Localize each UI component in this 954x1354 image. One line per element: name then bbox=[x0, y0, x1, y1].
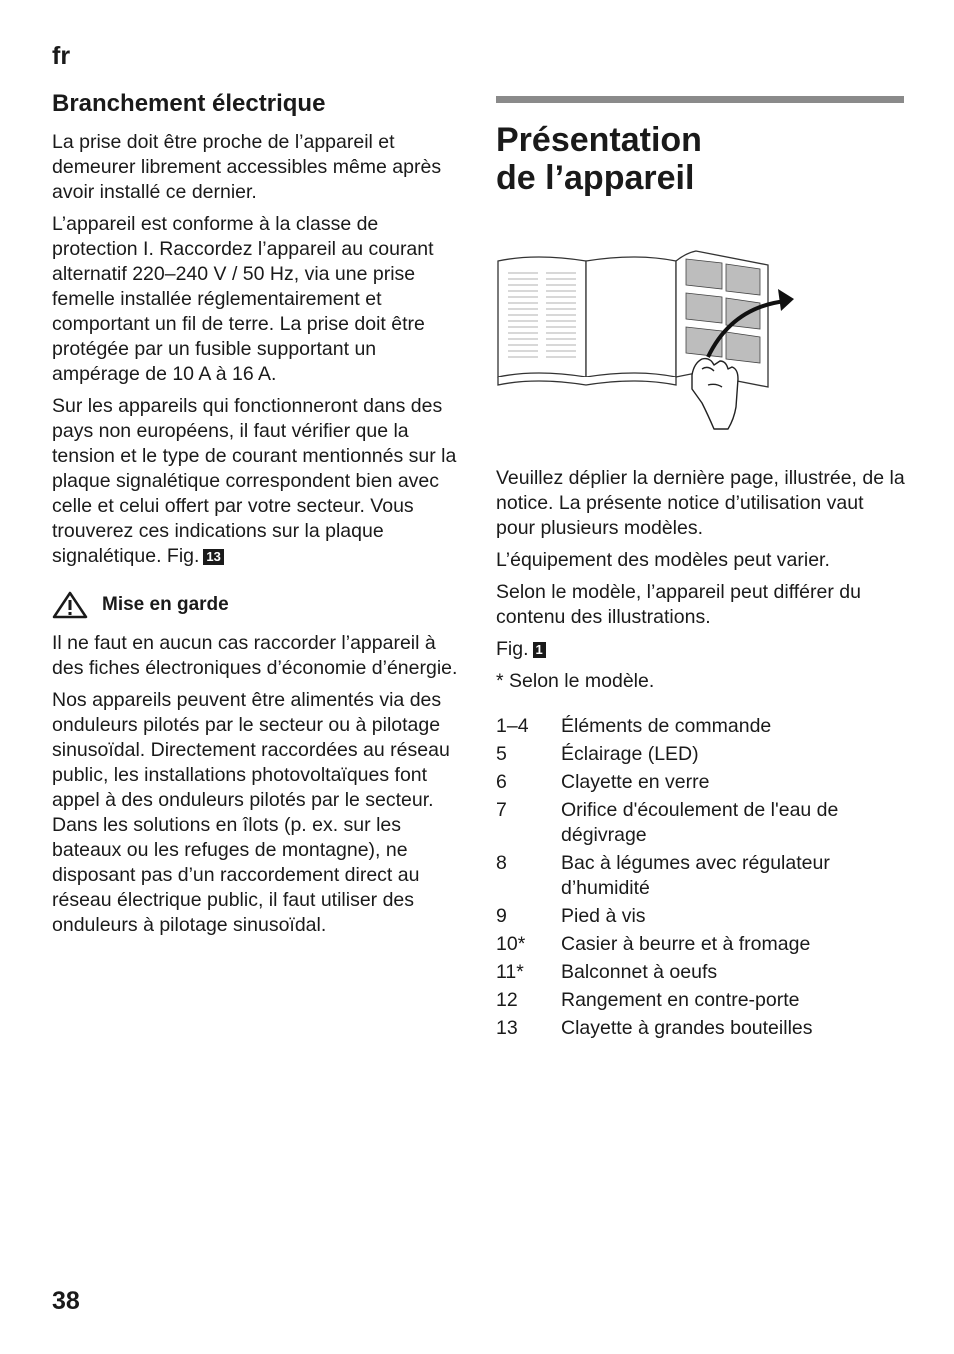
legend-item bbox=[496, 1016, 906, 1041]
legend-number: 12 bbox=[496, 989, 518, 1011]
figure-line bbox=[496, 637, 906, 662]
legend-list bbox=[496, 714, 906, 1041]
figure-reference: 13 bbox=[203, 549, 223, 565]
unfold-page-illustration bbox=[496, 239, 798, 433]
legend-label: Rangement en contre-porte bbox=[561, 989, 800, 1011]
figure-reference: 1 bbox=[533, 642, 546, 658]
legend-number: 8 bbox=[496, 852, 507, 874]
legend-number: 6 bbox=[496, 771, 507, 793]
warning-title: Mise en garde bbox=[102, 594, 229, 615]
legend-item bbox=[496, 798, 906, 848]
paragraph: La prise doit être proche de l’appareil et demeurer librement accessibles même après avoir installé ce dernier. bbox=[52, 131, 442, 203]
intro-text bbox=[496, 466, 906, 694]
legend-number: 7 bbox=[496, 799, 507, 821]
model-note: * Selon le modèle. bbox=[496, 670, 655, 692]
warning-paragraph: Nos appareils peuvent être alimentés via des onduleurs pilotés par le secteur ou à pilotage sinusoïdal. Directement raccordées au réseau public, les installations photovoltaïques font appel à des onduleurs pilotés par le secteur. Dans les solutions en îlots (p. ex. sur les bateaux ou les refuges de montagne), ne disposant pas d’un raccordement direct au réseau électrique public, il faut utiliser des onduleurs à pilotage sinusoïdal. bbox=[52, 689, 450, 936]
section-rule bbox=[496, 96, 904, 103]
legend-number: 13 bbox=[496, 1017, 518, 1039]
legend-label: Clayette en verre bbox=[561, 771, 710, 793]
paragraph: L’équipement des modèles peut varier. bbox=[496, 549, 830, 571]
hand-icon bbox=[692, 359, 738, 429]
page-number: 38 bbox=[52, 1287, 80, 1315]
legend-item bbox=[496, 714, 906, 739]
legend-label: Éléments de commande bbox=[561, 715, 772, 737]
warning-paragraph: Il ne faut en aucun cas raccorder l’appareil à des fiches électroniques d’économie d’énergie. bbox=[52, 632, 458, 679]
legend-item bbox=[496, 770, 906, 795]
legend-item bbox=[496, 904, 906, 929]
legend-number: 9 bbox=[496, 905, 507, 927]
section-heading-electrical: Branchement électrique bbox=[52, 90, 326, 117]
legend-number: 5 bbox=[496, 743, 507, 765]
paragraph-text: Sur les appareils qui fonctionneront dans des pays non européens, il faut vérifier que la tension et le type de courant mentionnés sur la plaque signalétique correspondent bien avec celle et celui offert par votre secteur. Vous trouverez ces indications sur la plaque signalétique. Fig. bbox=[52, 395, 457, 567]
warning-triangle-icon bbox=[52, 591, 88, 619]
legend-label: Balconnet à oeufs bbox=[561, 961, 718, 983]
legend-number: 1–4 bbox=[496, 715, 529, 737]
legend-label: Orifice d'écoulement de l'eau de dégivrage bbox=[561, 799, 839, 846]
legend-label: Éclairage (LED) bbox=[561, 743, 699, 765]
paragraph bbox=[52, 394, 464, 569]
language-code: fr bbox=[52, 42, 71, 70]
legend-label: Casier à beurre et à fromage bbox=[561, 933, 811, 955]
legend-item bbox=[496, 988, 906, 1013]
legend-number: 10* bbox=[496, 933, 526, 955]
legend-item bbox=[496, 851, 906, 901]
legend-number: 11* bbox=[496, 961, 524, 983]
right-column bbox=[496, 96, 906, 1044]
paragraph: Selon le modèle, l’appareil peut différer du contenu des illustrations. bbox=[496, 581, 861, 628]
title-line-1: Présentation bbox=[496, 121, 702, 159]
warning-header bbox=[52, 591, 464, 619]
legend-item bbox=[496, 932, 906, 957]
paragraph: Veuillez déplier la dernière page, illustrée, de la notice. La présente notice d’utilisation vaut pour plusieurs modèles. bbox=[496, 467, 905, 539]
figure-label: Fig. bbox=[496, 638, 529, 660]
paragraph: L’appareil est conforme à la classe de protection I. Raccordez l’appareil au courant alternatif 220–240 V / 50 Hz, via une prise femelle installée réglementairement et comportant un fil de terre. La prise doit être protégée par un fusible supportant un ampérage de 10 A à 16 A. bbox=[52, 213, 434, 385]
left-column bbox=[52, 88, 464, 945]
legend-item bbox=[496, 960, 906, 985]
legend-label: Clayette à grandes bouteilles bbox=[561, 1017, 813, 1039]
legend-label: Pied à vis bbox=[561, 905, 646, 927]
title-line-2: de l’appareil bbox=[496, 159, 695, 197]
legend-label: Bac à légumes avec régulateur d’humidité bbox=[561, 852, 830, 899]
section-title bbox=[496, 121, 906, 197]
legend-item bbox=[496, 742, 906, 767]
